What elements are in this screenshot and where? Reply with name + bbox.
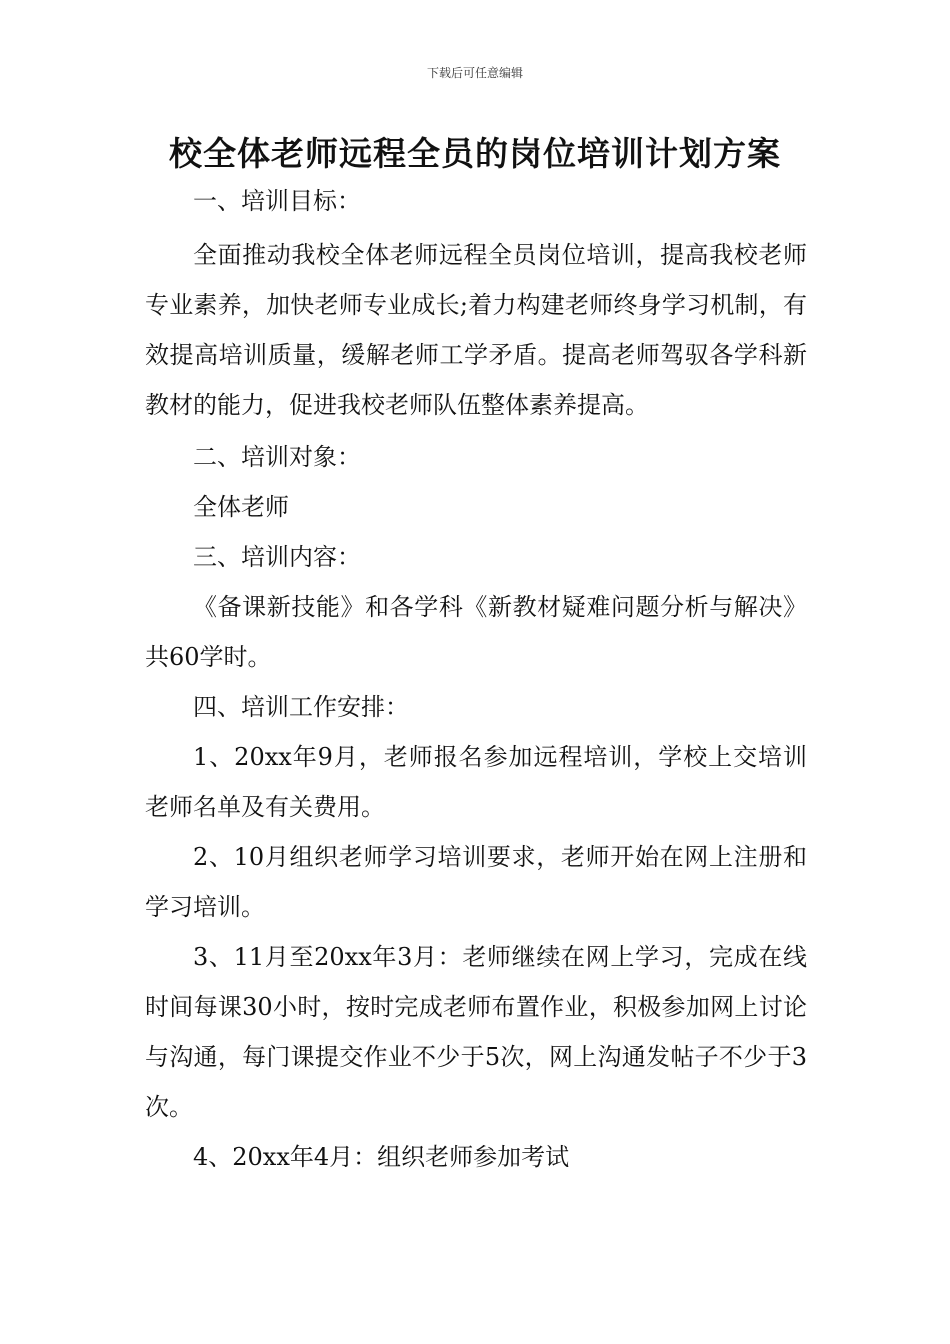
paragraph-audience: 全体老师 — [193, 493, 289, 521]
section-heading-schedule: 四、培训工作安排： — [193, 693, 409, 721]
document-body — [145, 176, 807, 1182]
paragraph-goal: 全面推动我校全体老师远程全员岗位培训，提高我校老师专业素养，加快老师专业成长;着力构建老师终身学习机制，有效提高培训质量，缓解老师工学矛盾。提高老师驾驭各学科新教材的能力，促进我校老师队伍整体素养提高。 — [145, 241, 807, 419]
schedule-item-3: 3、11月至20xx年3月：老师继续在网上学习，完成在线时间每课30小时，按时完成老师布置作业，积极参加网上讨论与沟通，每门课提交作业不少于5次，网上沟通发帖子不少于3次。 — [145, 943, 807, 1121]
page-header: 下载后可任意编辑 — [426, 66, 523, 80]
section-heading-audience: 二、培训对象： — [193, 443, 361, 471]
document-title: 校全体老师远程全员的岗位培训计划方案 — [169, 134, 781, 173]
schedule-item-4: 4、20xx年4月：组织老师参加考试 — [193, 1143, 570, 1171]
paragraph-content: 《备课新技能》和各学科《新教材疑难问题分析与解决》共60学时。 — [145, 593, 807, 671]
schedule-item-1: 1、20xx年9月，老师报名参加远程培训，学校上交培训老师名单及有关费用。 — [145, 743, 807, 821]
section-heading-content: 三、培训内容： — [193, 543, 361, 571]
section-heading-goal: 一、培训目标： — [193, 187, 361, 215]
schedule-item-2: 2、10月组织老师学习培训要求，老师开始在网上注册和学习培训。 — [145, 843, 807, 921]
